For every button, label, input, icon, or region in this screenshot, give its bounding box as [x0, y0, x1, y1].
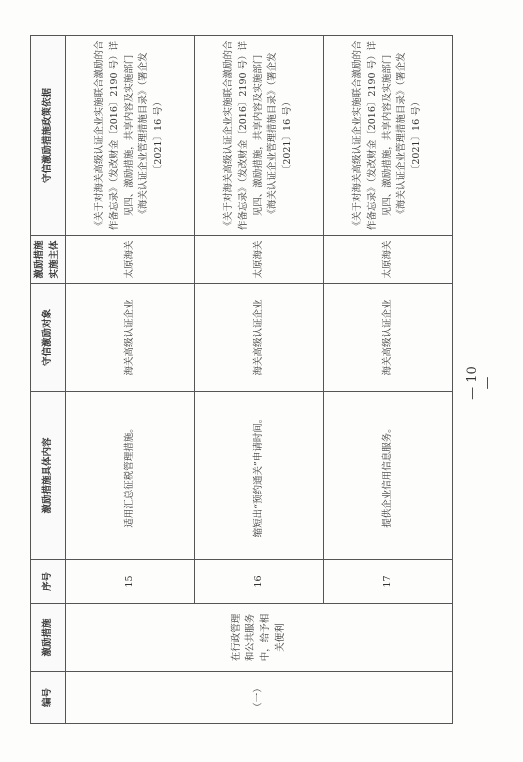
basis-paragraph: 《海关认证企业管理措施目录》（署企发〔2021〕16 号）	[138, 52, 165, 219]
row-target: 海关高级认证企业	[195, 284, 324, 392]
rotated-table-sheet	[30, 36, 450, 724]
row-basis	[324, 36, 453, 236]
incentive-measures-table	[30, 35, 453, 724]
category-label-line: 在行政管理	[230, 613, 242, 662]
row-target: 海关高级认证企业	[66, 284, 195, 392]
basis-paragraph: 《关于对海关高级认证企业实施联合激励的合作备忘录》（发改财金〔2016〕2190 号）详见四、激励措施，共享内容及实施部门	[352, 40, 393, 231]
row-seq: 15	[66, 560, 195, 604]
row-content: 适用汇总征税管理措施。	[66, 392, 195, 560]
row-subject: 太原海关	[324, 236, 453, 284]
row-subject: 太原海关	[66, 236, 195, 284]
table-header-row	[31, 36, 66, 724]
row-seq: 16	[195, 560, 324, 604]
header-measure: 激励措施	[31, 604, 66, 672]
header-num: 编号	[31, 672, 66, 724]
basis-paragraph: 《关于对海关高级认证企业实施联合激励的合作备忘录》（发改财金〔2016〕2190 号）详见四、激励措施，共享内容及实施部门	[223, 40, 264, 231]
header-content: 激励措施具体内容	[31, 392, 66, 560]
row-seq: 17	[324, 560, 453, 604]
basis-paragraph: 《关于对海关高级认证企业实施联合激励的合作备忘录》（发改财金〔2016〕2190 号）详见四、激励措施，共享内容及实施部门	[94, 40, 135, 231]
category-label-line: 和公共服务	[245, 613, 257, 662]
row-subject: 太原海关	[195, 236, 324, 284]
header-basis: 守信激励措施政策依据	[31, 36, 66, 236]
table-row	[66, 36, 195, 724]
basis-paragraph: 《海关认证企业管理措施目录》（署企发〔2021〕16 号）	[396, 52, 423, 219]
category-code: （一）	[66, 672, 453, 724]
row-basis	[195, 36, 324, 236]
row-content: 提供企业信用信息服务。	[324, 392, 453, 560]
category-label	[66, 604, 453, 672]
row-content: 缩短出“预约通关”申请时间。	[195, 392, 324, 560]
header-subject: 激励措施实施主体	[31, 236, 66, 284]
header-target: 守信激励对象	[31, 284, 66, 392]
page-number: — 10 —	[465, 366, 495, 400]
basis-paragraph: 《海关认证企业管理措施目录》（署企发〔2021〕16 号）	[267, 52, 294, 219]
category-label-line: 关便利	[274, 623, 286, 652]
header-seq: 序号	[31, 560, 66, 604]
category-label-line: 中，给予相	[260, 613, 271, 662]
row-target: 海关高级认证企业	[324, 284, 453, 392]
row-basis	[66, 36, 195, 236]
